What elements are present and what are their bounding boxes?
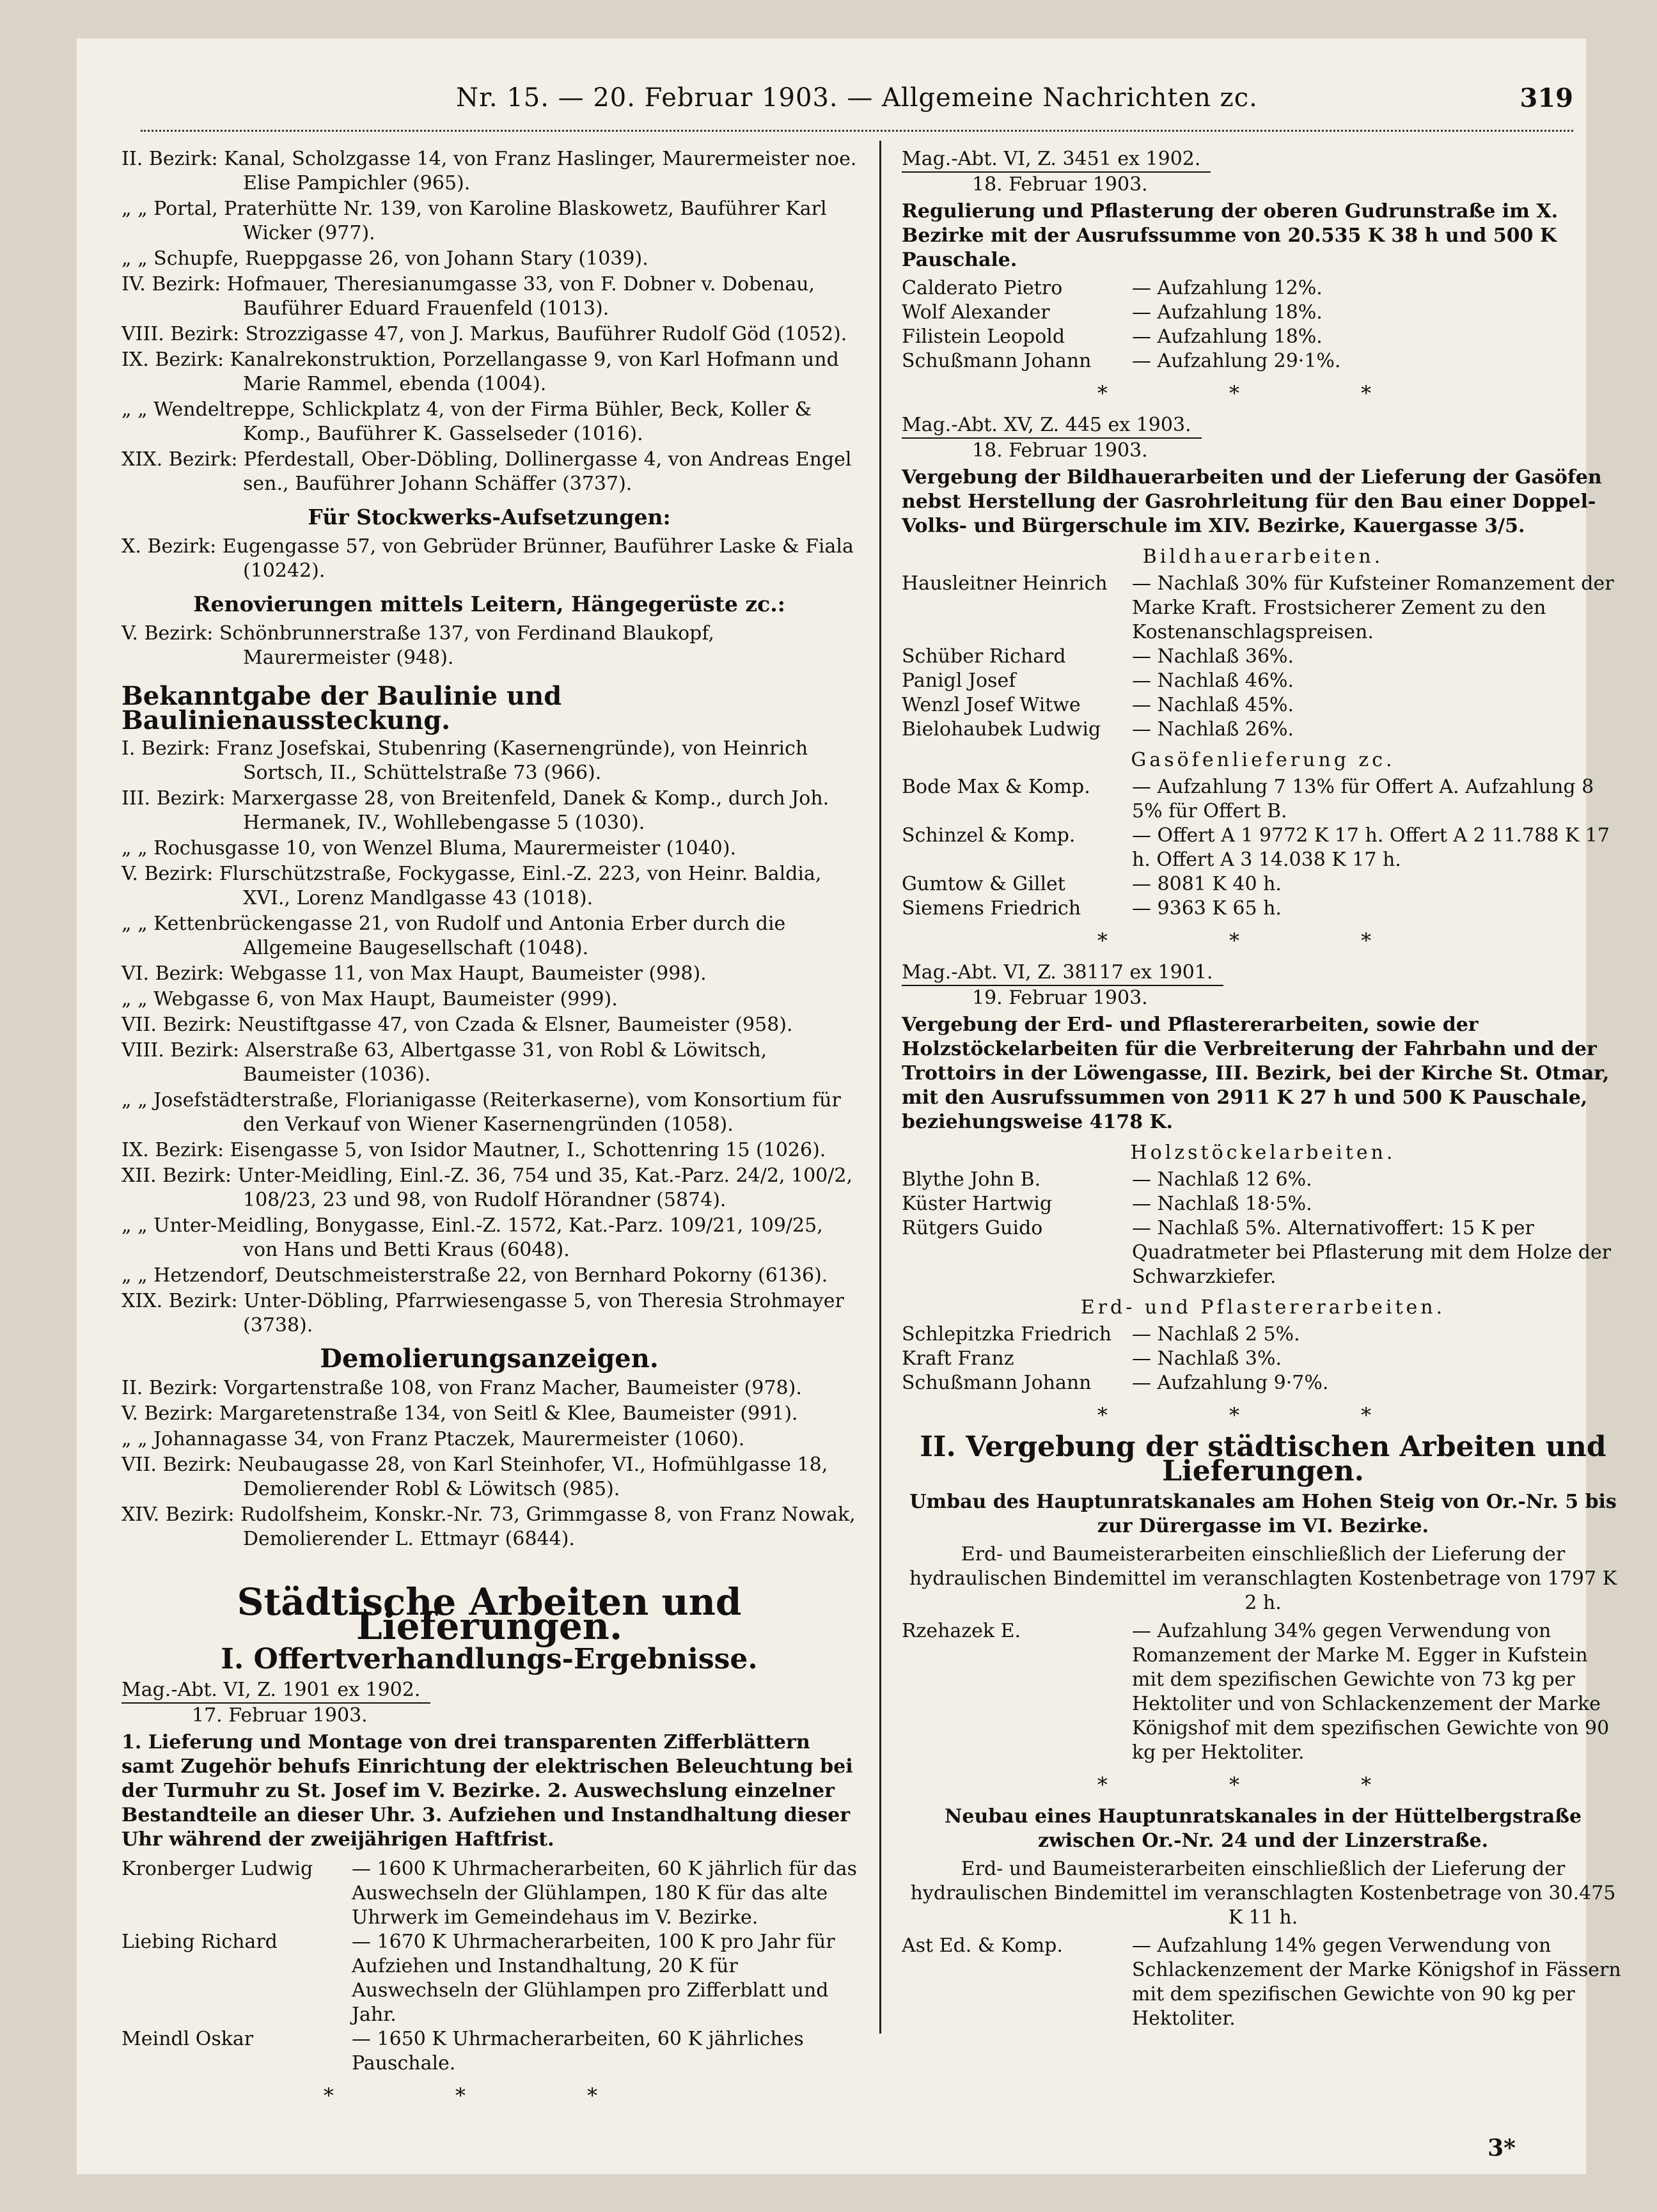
entry: II. Bezirk: Vorgartenstraße 108, von Franz Macher, Baumeister (978). bbox=[122, 1377, 802, 1399]
result-row bbox=[902, 1216, 1624, 1289]
result-row bbox=[902, 301, 1624, 325]
bid-value: — Nachlaß 3%. bbox=[1132, 1347, 1282, 1370]
result-row bbox=[902, 693, 1624, 718]
bidder-name: Panigl Josef bbox=[902, 670, 1016, 692]
bid-value: — Aufzahlung 12%. bbox=[1132, 277, 1323, 299]
left-column bbox=[122, 147, 857, 2115]
demolierung-heading: Demolierungsanzeigen. bbox=[320, 1344, 659, 1374]
page-number: 319 bbox=[1520, 83, 1573, 113]
bidder-name: Rzehazek E. bbox=[902, 1620, 1021, 1642]
stockwerk-entries bbox=[122, 535, 857, 583]
result-row bbox=[902, 276, 1624, 301]
result-row bbox=[902, 1347, 1624, 1371]
header-title: Nr. 15. — 20. Februar 1903. — Allgemeine Nachrichten zc. bbox=[456, 83, 1258, 113]
block4-rows2 bbox=[902, 1322, 1624, 1395]
bidder-name: Schußmann Johann bbox=[902, 1372, 1092, 1394]
bid-value: — Nachlaß 12 6%. bbox=[1132, 1168, 1312, 1191]
entry: „ „ Kettenbrückengasse 21, von Rudolf und Antonia Erber durch die Allgemeine Baugesellschaft (1048). bbox=[122, 913, 786, 959]
result-row bbox=[902, 572, 1624, 645]
entry: V. Bezirk: Flurschützstraße, Fockygasse, Einl.-Z. 223, von Heinr. Baldia, XVI., Lorenz Mandlgasse 43 (1018). bbox=[122, 863, 822, 909]
block4-rows1 bbox=[902, 1168, 1624, 1289]
result-row bbox=[902, 669, 1624, 693]
bid-value: — Nachlaß 26%. bbox=[1132, 718, 1294, 741]
block6-rows bbox=[902, 1934, 1624, 2031]
block1-title: 1. Lieferung und Montage von drei transparenten Zifferblättern samt Zugehör behufs Einrichtung der elektrischen Beleuchtung bei der Turmuhr zu St. Josef im V. Bezirke. 2. Auswechslung einzelner Bestandteile an dieser Uhr. 3. Aufziehen und Instandhaltung dieser Uhr während der zweijährigen Haftfrist. bbox=[122, 1731, 853, 1851]
block6-note: Erd- und Baumeisterarbeiten einschließlich der Lieferung der hydraulischen Bindemittel im veranschlagten Kostenbetrage von 30.475 K 11 h. bbox=[910, 1858, 1616, 1929]
entry: „ „ Webgasse 6, von Max Haupt, Baumeister (999). bbox=[122, 988, 618, 1010]
bidder-name: Wolf Alexander bbox=[902, 301, 1050, 324]
entry: „ „ Schupfe, Rueppgasse 26, von Johann Stary (1039). bbox=[122, 247, 648, 270]
result-row bbox=[902, 872, 1624, 897]
result-row bbox=[902, 1619, 1624, 1765]
bid-value: — 9363 K 65 h. bbox=[1132, 897, 1282, 920]
block3-sub2: Gasöfenlieferung zc. bbox=[1131, 749, 1395, 771]
baulinie-entries bbox=[122, 737, 857, 1338]
entry: „ „ Johannagasse 34, von Franz Ptaczek, Maurermeister (1060). bbox=[122, 1428, 745, 1450]
bidder-name: Kronberger Ludwig bbox=[122, 1858, 313, 1880]
entry: XIX. Bezirk: Unter-Döbling, Pfarrwiesengasse 5, von Theresia Strohmayer (3738). bbox=[122, 1290, 844, 1337]
block1-date: 17. Februar 1903. bbox=[192, 1704, 368, 1727]
result-row bbox=[902, 1934, 1624, 2031]
bid-value: — Nachlaß 45%. bbox=[1132, 694, 1294, 716]
footer-mark: 3* bbox=[1488, 2135, 1516, 2161]
demolierung-entries bbox=[122, 1376, 857, 1551]
stockwerk-heading: Für Stockwerks-Aufsetzungen: bbox=[308, 505, 671, 529]
bid-value: — Nachlaß 36%. bbox=[1132, 645, 1294, 668]
block6-title: Neubau eines Hauptunratskanales in der Hüttelbergstraße zwischen Or.-Nr. 24 und der Linzerstraße. bbox=[944, 1805, 1582, 1852]
baulinie-heading: Bekanntgabe der Baulinie und Baulinienaussteckung. bbox=[122, 681, 562, 735]
bidder-name: Bielohaubek Ludwig bbox=[902, 718, 1101, 741]
bid-value: — Aufzahlung 14% gegen Verwendung von Schlackenzement der Marke Königshof in Fässern mit dem spezifischen Gewichte von 90 kg per Hektoliter. bbox=[1132, 1934, 1621, 2030]
stars-divider: * * * bbox=[1097, 1773, 1429, 1797]
block3-sub1: Bildhauerarbeiten. bbox=[1142, 545, 1384, 568]
column-divider bbox=[879, 141, 881, 2034]
entry: III. Bezirk: Marxergasse 28, von Breitenfeld, Danek & Komp., durch Joh. Hermanek, IV., Wohllebengasse 5 (1030). bbox=[122, 787, 829, 834]
bid-value: — Aufzahlung 18%. bbox=[1132, 301, 1323, 324]
bid-value: — Nachlaß 46%. bbox=[1132, 670, 1294, 692]
block4-title: Vergebung der Erd- und Pflastererarbeiten, sowie der Holzstöckelarbeiten für die Verbreiterung der Fahrbahn und der Trottoirs in der Löwengasse, III. Bezirk, bei der Kirche St. Otmar, mit den Ausrufssummen von 2911 K 27 h und 500 K Pauschale, beziehungsweise 4178 K. bbox=[902, 1014, 1610, 1133]
block2-date: 18. Februar 1903. bbox=[972, 173, 1148, 196]
entry: XIX. Bezirk: Pferdestall, Ober-Döbling, Dollinergasse 4, von Andreas Engel sen., Bauführer Johann Schäffer (3737). bbox=[122, 448, 852, 495]
result-row bbox=[902, 897, 1624, 921]
result-row bbox=[902, 325, 1624, 349]
block2-title: Regulierung und Pflasterung der oberen Gudrunstraße im X. Bezirke mit der Ausrufssumme von 20.535 K 38 h und 500 K Pauschale. bbox=[902, 200, 1559, 271]
bidder-name: Filistein Leopold bbox=[902, 326, 1065, 348]
bidder-name: Hausleitner Heinrich bbox=[902, 572, 1108, 595]
bezirk-entries bbox=[122, 147, 857, 496]
bid-value: — Nachlaß 5%. Alternativoffert: 15 K per Quadratmeter bei Pflasterung mit dem Holze der Schwarzkiefer. bbox=[1132, 1217, 1612, 1288]
result-row bbox=[902, 349, 1624, 373]
result-row bbox=[122, 2027, 857, 2076]
block1-rows bbox=[122, 1857, 857, 2076]
bid-value: — Nachlaß 18·5%. bbox=[1132, 1193, 1312, 1215]
bidder-name: Gumtow & Gillet bbox=[902, 873, 1065, 895]
bid-value: — 8081 K 40 h. bbox=[1132, 873, 1282, 895]
bidder-name: Liebing Richard bbox=[122, 1931, 278, 1953]
entry: IX. Bezirk: Eisengasse 5, von Isidor Mautner, I., Schottenring 15 (1026). bbox=[122, 1139, 826, 1161]
result-row bbox=[902, 1322, 1624, 1347]
bid-value: — 1600 K Uhrmacherarbeiten, 60 K jährlich für das Auswechseln der Glühlampen, 180 K für das alte Uhrwerk im Gemeindehaus im V. Bezirke. bbox=[352, 1858, 857, 1929]
block3-ref: Mag.-Abt. XV, Z. 445 ex 1903. bbox=[902, 413, 1202, 439]
result-row bbox=[902, 824, 1624, 872]
block5-rows bbox=[902, 1619, 1624, 1765]
entry: „ „ Rochusgasse 10, von Wenzel Bluma, Maurermeister (1040). bbox=[122, 837, 736, 859]
bid-value: — 1650 K Uhrmacherarbeiten, 60 K jährliches Pauschale. bbox=[352, 2028, 804, 2075]
block5-title: Umbau des Hauptunratskanales am Hohen Steig von Or.-Nr. 5 bis zur Dürergasse im VI. Bezirke. bbox=[909, 1491, 1617, 1537]
entry: II. Bezirk: Kanal, Scholzgasse 14, von Franz Haslinger, Maurermeister noe. Elise Pampichler (965). bbox=[122, 148, 857, 194]
bid-value: — Aufzahlung 18%. bbox=[1132, 326, 1323, 348]
result-row bbox=[122, 1857, 857, 1930]
right-column bbox=[902, 147, 1624, 2031]
bidder-name: Schüber Richard bbox=[902, 645, 1066, 668]
entry: X. Bezirk: Eugengasse 57, von Gebrüder Brünner, Bauführer Laske & Fiala (10242). bbox=[122, 535, 854, 582]
result-row bbox=[902, 718, 1624, 742]
block4-ref: Mag.-Abt. VI, Z. 38117 ex 1901. bbox=[902, 961, 1223, 986]
bidder-name: Calderato Pietro bbox=[902, 277, 1063, 299]
bidder-name: Bode Max & Komp. bbox=[902, 776, 1090, 798]
entry: VII. Bezirk: Neustiftgasse 47, von Czada & Elsner, Baumeister (958). bbox=[122, 1014, 793, 1036]
bid-value: — Aufzahlung 7 13% für Offert A. Aufzahlung 8 5% für Offert B. bbox=[1132, 776, 1594, 822]
main-heading: Städtische Arbeiten und Lieferungen. bbox=[237, 1580, 742, 1648]
block2-ref: Mag.-Abt. VI, Z. 3451 ex 1902. bbox=[902, 147, 1211, 173]
result-row bbox=[902, 1168, 1624, 1192]
header-rule bbox=[141, 125, 1573, 132]
bidder-name: Wenzl Josef Witwe bbox=[902, 694, 1081, 716]
entry: IX. Bezirk: Kanalrekonstruktion, Porzellangasse 9, von Karl Hofmann und Marie Rammel, ebenda (1004). bbox=[122, 349, 839, 395]
entry: VI. Bezirk: Webgasse 11, von Max Haupt, Baumeister (998). bbox=[122, 962, 707, 985]
bidder-name: Siemens Friedrich bbox=[902, 897, 1081, 920]
entry: VIII. Bezirk: Alserstraße 63, Albertgasse 31, von Robl & Löwitsch, Baumeister (1036). bbox=[122, 1039, 767, 1086]
entry: I. Bezirk: Franz Josefskai, Stubenring (Kasernengründe), von Heinrich Sortsch, II., Schüttelstraße 73 (966). bbox=[122, 737, 808, 784]
bid-value: — Aufzahlung 34% gegen Verwendung von Romanzement der Marke M. Egger in Kufstein mit dem spezifischen Gewichte von 73 kg per Hektoliter und von Schlackenzement der Marke Königshof mit dem spezifischen Gewichte von 90 kg per Hektoliter. bbox=[1132, 1620, 1610, 1764]
bidder-name: Rütgers Guido bbox=[902, 1217, 1043, 1239]
page-header bbox=[141, 83, 1573, 122]
entry: VIII. Bezirk: Strozzigasse 47, von J. Markus, Bauführer Rudolf Göd (1052). bbox=[122, 323, 847, 345]
entry: „ „ Hetzendorf, Deutschmeisterstraße 22, von Bernhard Pokorny (6136). bbox=[122, 1264, 828, 1287]
result-row bbox=[902, 1371, 1624, 1395]
result-row bbox=[122, 1930, 857, 2027]
bidder-name: Meindl Oskar bbox=[122, 2028, 254, 2050]
result-row bbox=[902, 1192, 1624, 1216]
bidder-name: Küster Hartwig bbox=[902, 1193, 1053, 1215]
stars-divider: * * * bbox=[1097, 1403, 1429, 1427]
entry: V. Bezirk: Margaretenstraße 134, von Seitl & Klee, Baumeister (991). bbox=[122, 1402, 798, 1425]
bid-value: — Aufzahlung 29·1%. bbox=[1132, 350, 1341, 372]
block4-sub1: Holzstöckelarbeiten. bbox=[1130, 1141, 1396, 1164]
entry: „ „ Unter-Meidling, Bonygasse, Einl.-Z. 1572, Kat.-Parz. 109/21, 109/25, von Hans und Betti Kraus (6048). bbox=[122, 1214, 823, 1261]
result-row bbox=[902, 775, 1624, 824]
result-row bbox=[902, 645, 1624, 669]
block1-ref: Mag.-Abt. VI, Z. 1901 ex 1902. bbox=[122, 1678, 430, 1704]
block4-sub2: Erd- und Pflastererarbeiten. bbox=[1080, 1296, 1446, 1319]
bid-value: — 1670 K Uhrmacherarbeiten, 100 K pro Jahr für Aufziehen und Instandhaltung, 20 K für Auswechseln der Glühlampen pro Zifferblatt und Jahr. bbox=[352, 1931, 835, 2026]
block5-note: Erd- und Baumeisterarbeiten einschließlich der Lieferung der hydraulischen Bindemittel im veranschlagten Kostenbetrage von 1797 K 2 h. bbox=[909, 1543, 1617, 1614]
section-heading-offert: I. Offertverhandlungs-Ergebnisse. bbox=[221, 1643, 758, 1675]
bidder-name: Schußmann Johann bbox=[902, 350, 1092, 372]
bid-value: — Nachlaß 2 5%. bbox=[1132, 1323, 1300, 1345]
entry: VII. Bezirk: Neubaugasse 28, von Karl Steinhofer, VI., Hofmühlgasse 18, Demolierender Robl & Löwitsch (985). bbox=[122, 1454, 828, 1500]
block3-title: Vergebung der Bildhauerarbeiten und der Lieferung der Gasöfen nebst Herstellung der Gasrohrleitung für den Bau einer Doppel-Volks- und Bürgerschule im XIV. Bezirke, Kauergasse 3/5. bbox=[902, 466, 1602, 537]
stars-divider: * * * bbox=[1097, 929, 1429, 953]
entry: „ „ Wendeltreppe, Schlickplatz 4, von der Firma Bühler, Beck, Koller & Komp., Bauführer K. Gasselseder (1016). bbox=[122, 398, 812, 445]
entry: „ „ Josefstädterstraße, Florianigasse (Reiterkaserne), vom Konsortium für den Verkauf von Wiener Kasernengründen (1058). bbox=[122, 1089, 841, 1136]
bidder-name: Kraft Franz bbox=[902, 1347, 1014, 1370]
entry: V. Bezirk: Schönbrunnerstraße 137, von Ferdinand Blaukopf, Maurermeister (948). bbox=[122, 622, 714, 669]
renovierung-entries bbox=[122, 622, 857, 670]
bidder-name: Ast Ed. & Komp. bbox=[902, 1934, 1063, 1957]
entry: XII. Bezirk: Unter-Meidling, Einl.-Z. 36, 754 und 35, Kat.-Parz. 24/2, 100/2, 108/23, 23 und 98, von Rudolf Hörandner (5874). bbox=[122, 1165, 852, 1211]
renovierung-heading: Renovierungen mittels Leitern, Hängegerüste zc.: bbox=[193, 592, 785, 616]
bid-value: — Nachlaß 30% für Kufsteiner Romanzement der Marke Kraft. Frostsicherer Zement zu den Kostenanschlagspreisen. bbox=[1132, 572, 1614, 643]
entry: „ „ Portal, Praterhütte Nr. 139, von Karoline Blaskowetz, Bauführer Karl Wicker (977). bbox=[122, 198, 827, 244]
stars-divider: * * * bbox=[323, 2083, 656, 2108]
block3-rows1 bbox=[902, 572, 1624, 742]
entry: XIV. Bezirk: Rudolfsheim, Konskr.-Nr. 73, Grimmgasse 8, von Franz Nowak, Demolierender L. Ettmayr (6844). bbox=[122, 1503, 856, 1550]
section-heading-vergebung: II. Vergebung der städtischen Arbeiten und Lieferungen. bbox=[920, 1431, 1606, 1487]
block2-rows bbox=[902, 276, 1624, 373]
block3-rows2 bbox=[902, 775, 1624, 921]
entry: IV. Bezirk: Hofmauer, Theresianumgasse 33, von F. Dobner v. Dobenau, Bauführer Eduard Frauenfeld (1013). bbox=[122, 273, 815, 320]
bid-value: — Offert A 1 9772 K 17 h. Offert A 2 11.788 K 17 h. Offert A 3 14.038 K 17 h. bbox=[1132, 824, 1610, 871]
bidder-name: Schinzel & Komp. bbox=[902, 824, 1076, 847]
block4-date: 19. Februar 1903. bbox=[972, 987, 1148, 1009]
stars-divider: * * * bbox=[1097, 381, 1429, 405]
newspaper-page bbox=[77, 38, 1621, 2174]
bidder-name: Blythe John B. bbox=[902, 1168, 1041, 1191]
bidder-name: Schlepitzka Friedrich bbox=[902, 1323, 1112, 1345]
bid-value: — Aufzahlung 9·7%. bbox=[1132, 1372, 1329, 1394]
block3-date: 18. Februar 1903. bbox=[972, 439, 1148, 462]
